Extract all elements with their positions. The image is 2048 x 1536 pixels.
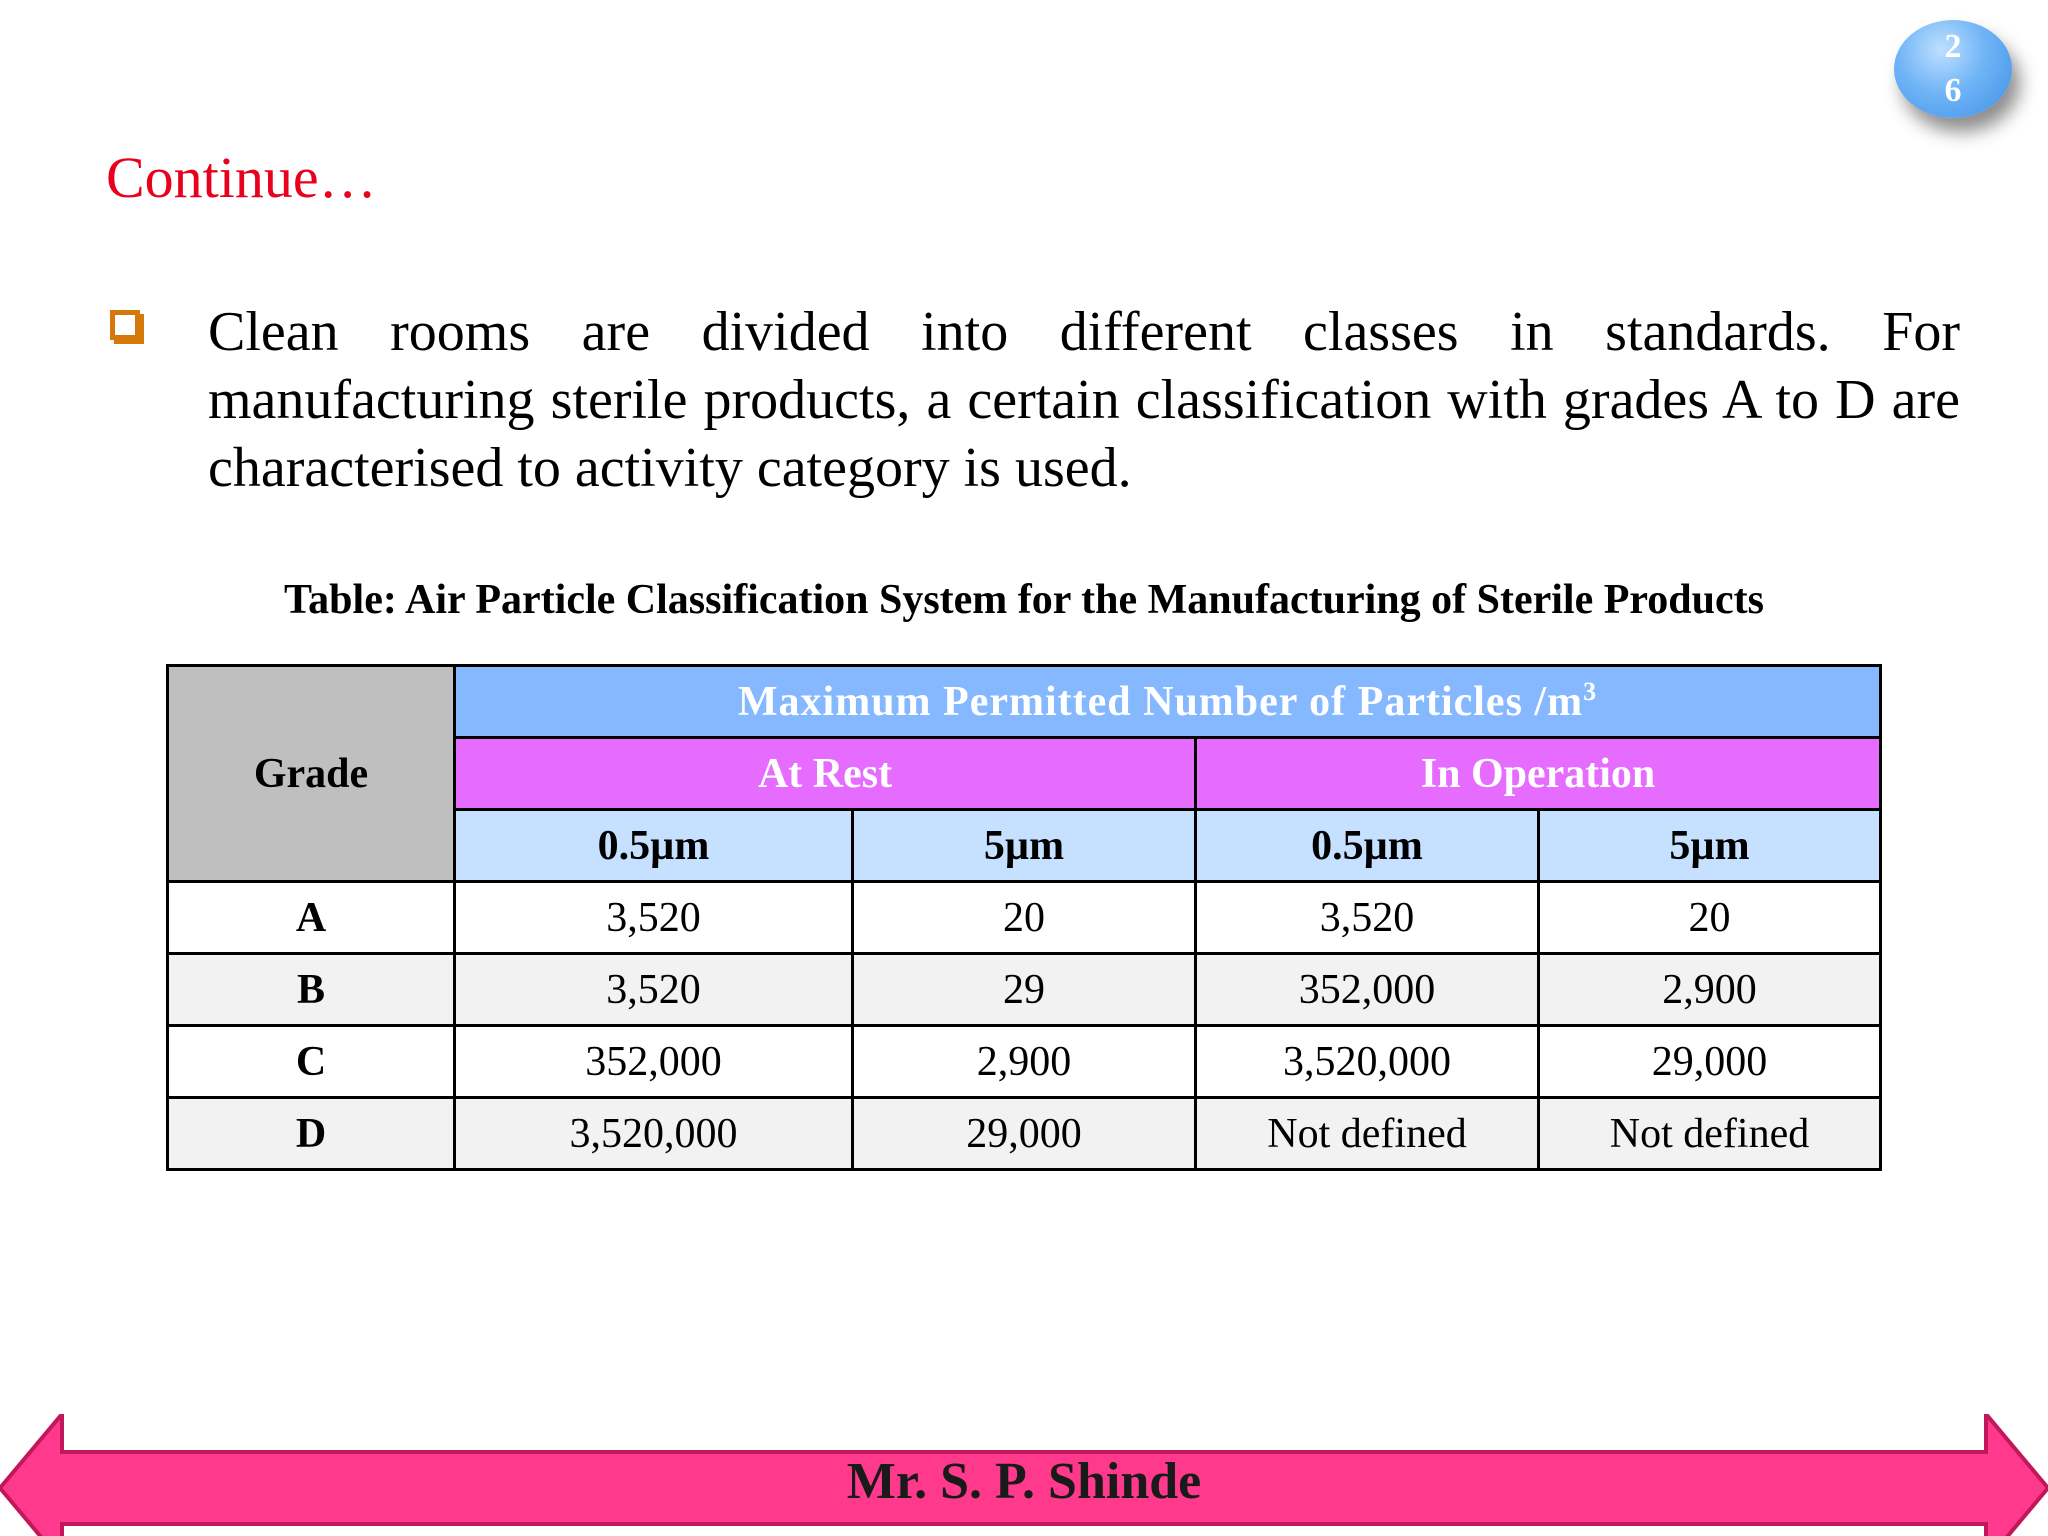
bullet-text: Clean rooms are divided into different classes in standards. For manufacturing sterile products, a certain classification with grades A to D are characterised to activity category is used. — [208, 301, 1960, 499]
value-cell: 20 — [853, 882, 1196, 954]
footer-banner — [0, 1414, 2048, 1536]
value-cell: Not defined — [1196, 1098, 1539, 1170]
value-cell: Not defined — [1539, 1098, 1881, 1170]
size-header-op-5: 5µm — [1539, 810, 1881, 882]
table-row — [168, 954, 1881, 1026]
table-caption: Table: Air Particle Classification System for the Manufacturing of Sterile Products — [284, 577, 1764, 623]
size-header-rest-5: 5µm — [853, 810, 1196, 882]
slide-heading: Continue… — [106, 145, 377, 210]
author-name: Mr. S. P. Shinde — [846, 1453, 1202, 1510]
value-cell: 352,000 — [1196, 954, 1539, 1026]
page-number-badge — [1894, 20, 2012, 118]
value-cell: 29 — [853, 954, 1196, 1026]
value-cell: 3,520 — [1196, 882, 1539, 954]
max-particles-header-superscript: 3 — [1583, 677, 1598, 706]
value-cell: 29,000 — [853, 1098, 1196, 1170]
value-cell: 20 — [1539, 882, 1881, 954]
value-cell: 2,900 — [1539, 954, 1881, 1026]
value-cell: 3,520 — [455, 954, 853, 1026]
particle-classification-table — [166, 664, 1882, 1171]
grade-cell: C — [168, 1026, 455, 1098]
table-row — [168, 882, 1881, 954]
checkbox-bullet-icon — [110, 310, 140, 340]
max-particles-header — [455, 666, 1881, 738]
page-number-digit-1: 2 — [1944, 28, 1962, 65]
grade-header: Grade — [168, 666, 455, 882]
at-rest-header: At Rest — [455, 738, 1196, 810]
grade-cell: D — [168, 1098, 455, 1170]
size-header-rest-05: 0.5µm — [455, 810, 853, 882]
value-cell: 3,520,000 — [1196, 1026, 1539, 1098]
table-row — [168, 1026, 1881, 1098]
value-cell: 29,000 — [1539, 1026, 1881, 1098]
value-cell: 352,000 — [455, 1026, 853, 1098]
size-header-op-05: 0.5µm — [1196, 810, 1539, 882]
grade-cell: B — [168, 954, 455, 1026]
page-number-digit-2: 6 — [1944, 72, 1962, 109]
table-row — [168, 1098, 1881, 1170]
in-operation-header: In Operation — [1196, 738, 1881, 810]
grade-cell: A — [168, 882, 455, 954]
value-cell: 3,520,000 — [455, 1098, 853, 1170]
value-cell: 2,900 — [853, 1026, 1196, 1098]
value-cell: 3,520 — [455, 882, 853, 954]
max-particles-header-text: Maximum Permitted Number of Particles /m — [737, 679, 1584, 725]
